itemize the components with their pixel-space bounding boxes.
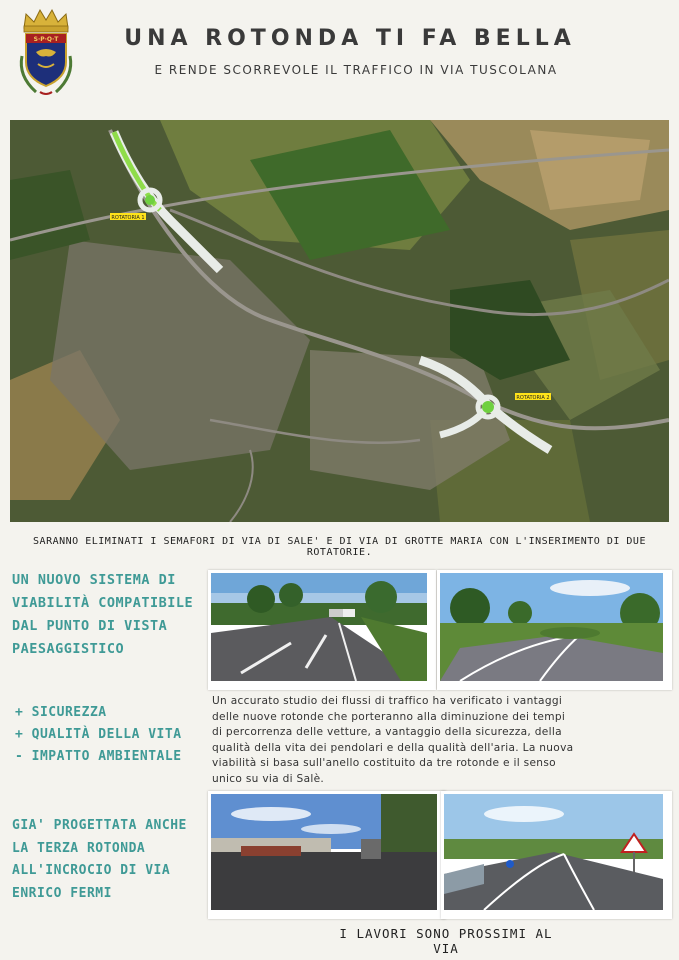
body-line: Un accurato studio dei flussi di traffico ha verificato i vantaggi	[212, 695, 563, 707]
photo-intersection-fermi	[208, 791, 446, 919]
body-paragraph	[212, 694, 667, 787]
map-marker-2: ROTATORIA 2	[516, 395, 550, 401]
photo-road-before	[208, 570, 436, 690]
photo-roundabout-render-2	[441, 791, 672, 919]
heading-line: VIABILITÀ COMPATIBILE	[12, 595, 194, 611]
heading-line: PAESAGGISTICO	[12, 641, 125, 657]
benefit-item: - IMPATTO AMBIENTALE	[15, 749, 182, 764]
benefit-item: + SICUREZZA	[15, 705, 107, 720]
aerial-map-image	[10, 120, 669, 522]
heading-line: GIA' PROGETTATA ANCHE	[12, 818, 187, 833]
heading-line: UN NUOVO SISTEMA DI	[12, 572, 176, 588]
benefits-list	[15, 702, 210, 768]
page-title: UNA ROTONDA TI FA BELLA	[124, 26, 576, 51]
map-caption: SARANNO ELIMINATI I SEMAFORI DI VIA DI SALE' E DI VIA DI GROTTE MARIA CON L'INSERIMENTO DI DUE ROTATORIE.	[33, 536, 646, 558]
footer-note: I LAVORI SONO PROSSIMI AL VIA	[339, 926, 553, 956]
map-marker-1: ROTATORIA 1	[111, 215, 145, 221]
body-line: viabilità si basa sull'anello costituito da tre rotonde e il senso	[212, 757, 556, 769]
section-heading-third-roundabout	[12, 815, 202, 905]
heading-line: ENRICO FERMI	[12, 885, 112, 901]
benefit-item: + QUALITÀ DELLA VITA	[15, 727, 182, 742]
heading-line: LA TERZA ROTONDA	[12, 840, 146, 856]
city-crest-logo	[14, 6, 78, 98]
section-heading-landscape	[12, 569, 202, 661]
body-line: unico su via di Salè.	[212, 772, 325, 785]
body-line: qualità della vita dei pendolari e della qualità dell'aria. La nuova	[212, 741, 574, 754]
heading-line: ALL'INCROCIO DI VIA	[12, 863, 171, 878]
body-line: di percorrenza delle vetture, a vantaggio della sicurezza, della	[212, 726, 562, 738]
body-line: delle nuove rotonde che porteranno alla diminuzione dei tempi	[212, 710, 566, 723]
photo-roundabout-render-1	[437, 570, 672, 690]
heading-line: DAL PUNTO DI VISTA	[12, 618, 168, 634]
crest-text: S·P·Q·T	[33, 36, 59, 43]
page-subtitle: E RENDE SCORREVOLE IL TRAFFICO IN VIA TUSCOLANA	[154, 63, 558, 77]
